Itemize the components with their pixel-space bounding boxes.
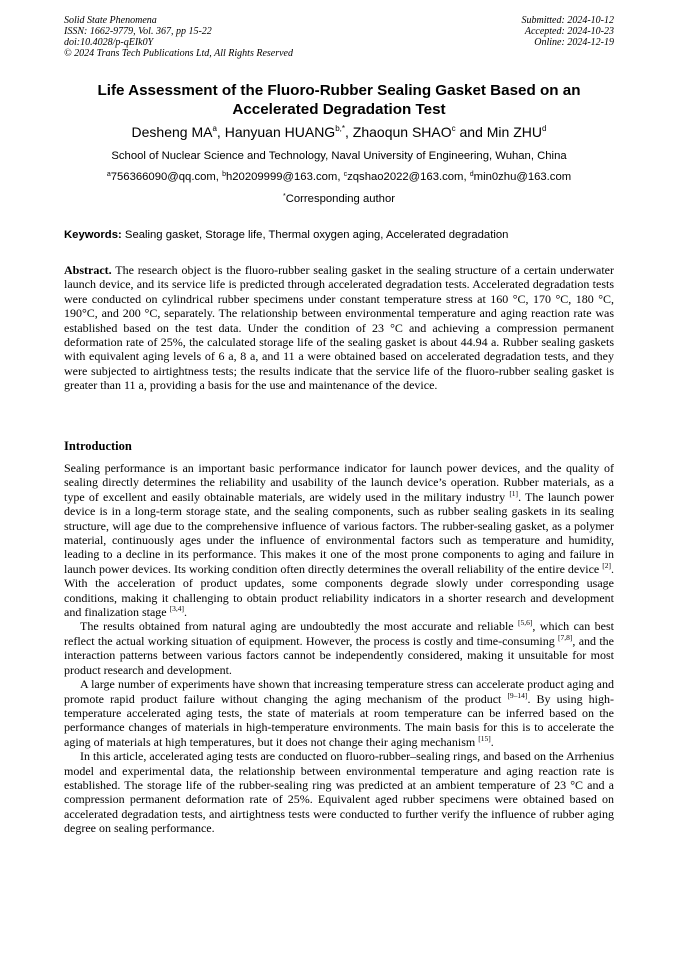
- corresponding-author-note: [40, 191, 638, 207]
- publication-dates: [522, 15, 615, 48]
- email-mark: d: [469, 171, 474, 178]
- citation-ref[interactable]: [7,8]: [558, 632, 573, 642]
- intro-paragraph-4: In this article, accelerated aging tests are conducted on fluoro-rubber–sealing rings, and based on the Arrhenius model and experimental data, the relationship between environmental temperature and aging reaction rate is established. The storage life of the rubber-sealing ring was predicted at an ambient temperature of 23 °C and a compression permanent deformation rate of 25%. Equivalent aged rubber specimens were obtained based on accelerated degradation tests, and airtightness tests were conducted to further verify the influence of rubber aging degree on sealing performance.: [64, 749, 614, 836]
- paragraph-text: . With the acceleration of product updates, some components degrade slowly under corresponding usage conditions, making it challenging to obtain product reliability indicators in a shorter research and development and finalization stage: [64, 561, 614, 620]
- corresponding-mark: *: [282, 193, 286, 200]
- abstract-label: Abstract.: [64, 263, 112, 277]
- paragraph-text: , which can best reflect the actual working situation of equipment. However, the process is costly and time-consuming: [64, 619, 615, 648]
- journal-info: [64, 15, 293, 59]
- author-affil-mark: b,*: [335, 124, 345, 133]
- paper-title: [40, 81, 638, 119]
- intro-paragraph-1: [64, 461, 614, 619]
- journal-name: Solid State Phenomena: [64, 15, 157, 26]
- citation-ref[interactable]: [2]: [602, 560, 611, 570]
- author-name: Zhaoqun SHAO: [352, 124, 452, 140]
- email-link[interactable]: h20209999@163.com,: [225, 171, 341, 183]
- intro-paragraph-3: [64, 677, 614, 749]
- corresponding-text: Corresponding author: [285, 193, 395, 205]
- author-and: and: [459, 124, 483, 140]
- title-line-2: Accelerated Degradation Test: [232, 101, 446, 118]
- author-name: Hanyuan HUANG: [224, 124, 336, 140]
- paragraph-text: A large number of experiments have shown that increasing temperature stress can accelerate product aging and promote rapid product failure without changing the aging mechanism of the product: [64, 677, 614, 706]
- author-affil-mark: d: [542, 124, 547, 133]
- keywords-text: Sealing gasket, Storage life, Thermal oxygen aging, Accelerated degradation: [124, 229, 509, 241]
- email-mark: c: [343, 171, 348, 178]
- email-mark: a: [106, 171, 111, 178]
- doi-line[interactable]: doi:10.4028/p-qEIk0Y: [64, 37, 154, 48]
- accepted-date: Accepted: 2024-10-23: [524, 26, 614, 37]
- author-list: Desheng $MA^a$, Hanyuan $HUANG^{b,*}$, Zhaoqun SHAO$^c$ and Min ZHU$^d$: [131, 124, 547, 140]
- author-affil-mark: a: [212, 124, 217, 133]
- submitted-date: Submitted: 2024-10-12: [521, 15, 614, 26]
- author-emails: [40, 169, 638, 185]
- paragraph-text: . The launch power device is in a long-term storage state, and the sealing components, such as rubber sealing gaskets in its sealing structure, will age due to the comprehensive influence of various factors. The rubber-sealing gasket, as a polymer material, continuously ages under the influence of environmental factors such as temperature and humidity, leading to a decline in its performance. This makes it one of the most prone components to aging and failure in launch power devices. Its working condition often directly determines the overall reliability of the entire device: [64, 489, 614, 576]
- author-affil-mark: c: [451, 124, 456, 133]
- email-link[interactable]: 756366090@qq.com,: [110, 171, 219, 183]
- citation-ref[interactable]: [15]: [478, 733, 491, 743]
- citation-ref[interactable]: [5,6]: [518, 618, 533, 628]
- keywords: [64, 227, 614, 243]
- intro-paragraph-2: [64, 619, 614, 677]
- title-line-1: Life Assessment of the Fluoro-Rubber Sealing Gasket Based on an: [97, 82, 581, 99]
- author-name: Desheng MA: [131, 124, 213, 140]
- citation-ref[interactable]: [9–14]: [507, 690, 528, 700]
- citation-ref[interactable]: [1]: [509, 488, 519, 498]
- author-name: Min ZHU: [486, 124, 542, 140]
- introduction-body: [64, 461, 614, 836]
- citation-ref[interactable]: [3,4]: [169, 604, 185, 614]
- abstract: [64, 263, 614, 393]
- keywords-label: Keywords:: [64, 229, 122, 241]
- affiliation: School of Nuclear Science and Technology, Naval University of Engineering, Wuhan, China: [111, 150, 567, 162]
- paragraph-text: The results obtained from natural aging are undoubtedly the most accurate and reliable: [80, 619, 519, 634]
- online-date: Online: 2024-12-19: [534, 37, 614, 48]
- email-link[interactable]: zqshao2022@163.com,: [347, 171, 467, 183]
- paragraph-text: .: [490, 734, 494, 749]
- issn-line: ISSN: 1662-9779, Vol. 367, pp 15-22: [64, 26, 212, 37]
- paragraph-text: , and the interaction patterns between various factors cannot be independently considered, making it unsuitable for most product research and development.: [64, 633, 614, 677]
- paragraph-text: .: [184, 605, 188, 620]
- copyright-line: © 2024 Trans Tech Publications Ltd, All Rights Reserved: [64, 48, 293, 59]
- introduction-heading: Introduction: [64, 439, 132, 453]
- email-link[interactable]: min0zhu@163.com: [473, 171, 572, 183]
- paragraph-text: Sealing performance is an important basic performance indicator for launch power devices, and the quality of sealing directly determines the reliability and usability of the launch device’s operation. Rubber materials, as a type of excellent and easily obtainable materials, are widely used in the military industry: [64, 461, 614, 504]
- email-mark: b: [222, 171, 226, 178]
- paragraph-text: . By using high-temperature accelerated aging tests, the state of materials at room temperature can be inferred based on the performance changes of materials in high-temperature environments. The main basis for this is to accelerate the aging of materials at high temperatures, but it does not change their aging mechanism: [64, 691, 614, 749]
- abstract-text: The research object is the fluoro-rubber sealing gasket in the sealing structure of a certain underwater launch device, and its service life is predicted through accelerated degradation tests. Accelerated degradation tests were conducted on cylindrical rubber specimens under constant temperature stress at 160 °C, 170 °C, 180 °C, 190°C, and 200 °C, separately. The relationship between environmental temperature and aging reaction rate was established based on the test data. Under the condition of 23 °C and achieving a compression permanent deformation rate of 25%, the calculated storage life of the sealing gasket is about 44.94 a. Rubber sealing gaskets with equivalent aging levels of 6 a, 8 a, and 11 a were obtained based on accelerated degradation tests, and they were subjected to airtightness tests; the results indicate that the service life of the fluoro-rubber sealing gasket is greater than 11 a, providing a basis for the use and maintenance of the device.: [64, 263, 614, 393]
